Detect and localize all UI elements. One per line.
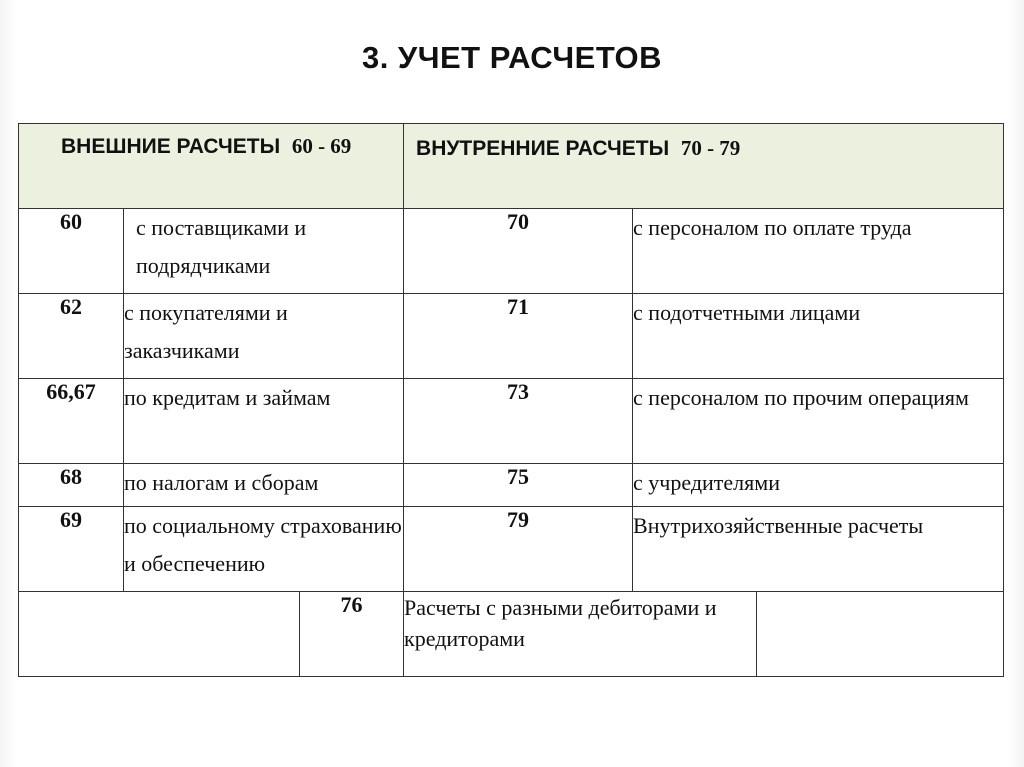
external-settlements-header (19, 124, 404, 209)
internal-account-code: 73 (404, 379, 633, 464)
external-account-code: 68 (19, 464, 124, 507)
external-header-label: ВНЕШНИЕ РАСЧЕТЫ (61, 135, 281, 158)
table-row (19, 464, 1004, 507)
internal-header-label: ВНУТРЕННИЕ РАСЧЕТЫ (416, 137, 670, 160)
table-row (19, 209, 1004, 294)
external-account-code: 62 (19, 294, 124, 379)
internal-account-description: с персоналом по прочим операциям (633, 379, 1004, 464)
external-account-code: 60 (19, 209, 124, 294)
empty-cell (19, 592, 300, 677)
table-row (19, 592, 1004, 677)
internal-account-description: с подотчетными лицами (633, 294, 1004, 379)
internal-account-code: 70 (404, 209, 633, 294)
empty-cell (757, 592, 1004, 677)
right-edge-shade (1006, 0, 1024, 767)
external-account-description: по налогам и сборам (124, 464, 404, 507)
external-account-description: с поставщиками и подрядчиками (124, 209, 404, 294)
external-account-description: с покупателями и заказчиками (124, 294, 404, 379)
external-account-code: 66,67 (19, 379, 124, 464)
shared-account-code: 76 (300, 592, 404, 677)
table-row (19, 507, 1004, 592)
internal-account-description: с учредителями (633, 464, 1004, 507)
internal-account-description: с персоналом по оплате труда (633, 209, 1004, 294)
internal-account-code: 71 (404, 294, 633, 379)
internal-settlements-header (404, 124, 1004, 209)
left-edge-shade (0, 0, 18, 767)
external-account-description: по кредитам и займам (124, 379, 404, 464)
internal-account-code: 79 (404, 507, 633, 592)
external-header-range: 60 - 69 (291, 134, 352, 158)
internal-account-code: 75 (404, 464, 633, 507)
table-header-row (19, 124, 1004, 209)
table-row (19, 379, 1004, 464)
table-row (19, 294, 1004, 379)
internal-header-range: 70 - 79 (680, 136, 741, 160)
shared-account-description: Расчеты с разными дебиторами и кредиторами (404, 592, 757, 677)
accounts-table (18, 123, 1004, 677)
slide-title: 3. УЧЕТ РАСЧЕТОВ (361, 40, 663, 75)
internal-account-description: Внутрихозяйственные расчеты (633, 507, 1004, 592)
external-account-description: по социальному страхованию и обеспечению (124, 507, 404, 592)
external-account-code: 69 (19, 507, 124, 592)
